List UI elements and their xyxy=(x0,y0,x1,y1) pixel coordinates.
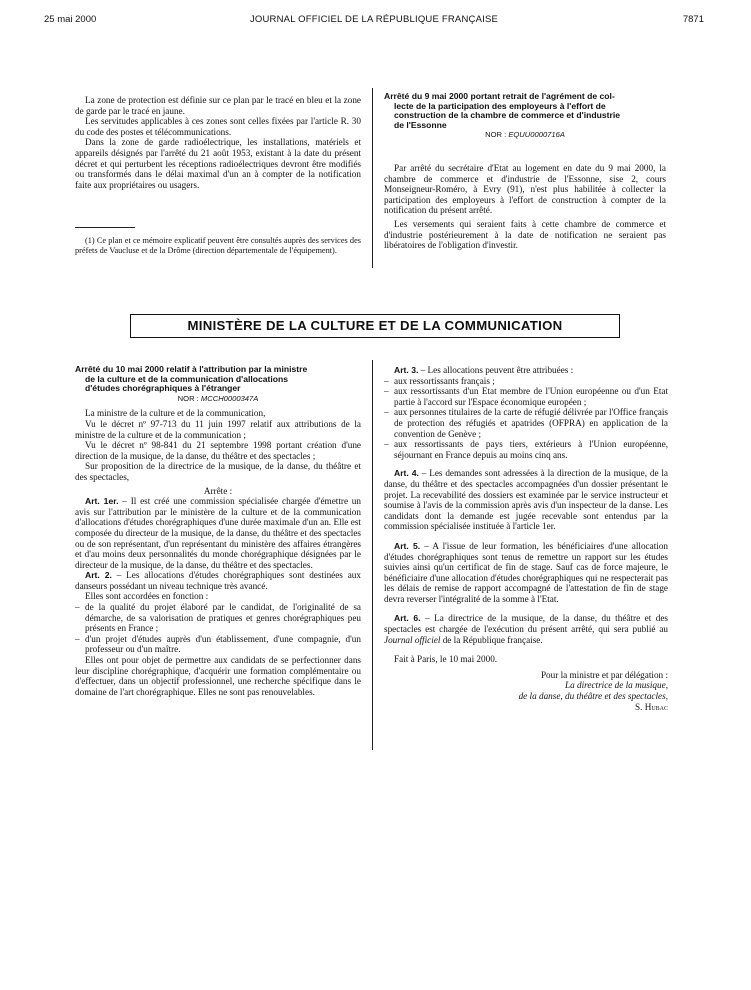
paragraph: Les servitudes applicables à ces zones sont celles fixées par l'article R. 30 du code des postes et télécommunications. xyxy=(75,116,361,137)
footnote-rule xyxy=(75,227,135,228)
ministry-heading-box xyxy=(130,314,620,338)
column-divider-top xyxy=(372,88,373,268)
eligibility-list xyxy=(384,376,668,461)
signature-line: de la danse, du théâtre et des spectacles, xyxy=(518,691,668,702)
page-number: 7871 xyxy=(682,14,704,25)
top-right-column xyxy=(384,92,666,251)
journal-title: JOURNAL OFFICIEL DE LA RÉPUBLIQUE FRANÇAISE xyxy=(249,14,499,25)
signature-date: Fait à Paris, le 10 mai 2000. xyxy=(394,654,498,665)
list-item: – aux personnes titulaires de la carte de réfugié délivrée par l'Office français de protection des réfugiés et apatrides (OFPRA) en application de la convention de Genève ; xyxy=(384,407,668,439)
list-item: – aux ressortissants de pays tiers, extérieurs à l'Union européenne, séjournant en France depuis au moins cinq ans. xyxy=(384,439,668,460)
footnote xyxy=(75,236,361,255)
paragraph: Vu le décret nº 98-841 du 21 septembre 1998 portant création d'une direction de la musique, de la danse, du théâtre et des spectacles ; xyxy=(75,440,361,461)
paragraph: Par arrêté du secrétaire d'Etat au logement en date du 9 mai 2000, la chambre de commerce et d'industrie de l'Essonne, sise 2, cours Monseigneur-Roméro, à Evry (91), n'est plus habilitée à collecter la participation des employeurs à l'effort de construction à compter de la notification du présent arrêté. xyxy=(384,162,666,216)
decree-title: Arrêté du 10 mai 2000 relatif à l'attribution par la ministre de la culture et de la communication d'allocations d'études chorégraphiques à l'étranger xyxy=(75,364,308,394)
bottom-right-column xyxy=(384,365,668,712)
paragraph: Vu le décret nº 97-713 du 11 juin 1997 relatif aux attributions de la ministre de la culture et de la communication ; xyxy=(75,418,361,440)
paragraph: Elles sont accordées en fonction : xyxy=(85,591,209,602)
signature-line: Pour la ministre et par délégation : xyxy=(540,669,668,680)
paragraph: La ministre de la culture et de la communication, xyxy=(85,408,266,419)
list-item: – aux ressortissants français ; xyxy=(384,375,495,386)
article-5: Art. 5. – A l'issue de leur formation, les bénéficiaires d'une allocation d'études chorégraphiques sont tenus de remettre un rapport sur les études suivies ainsi qu'un certificat de fin de stage. Sauf cas de force majeure, le bénéficiaire d'une allocation d'études chorégraphiques qui ne respecterait pas les délais de remise de rapport accompagné de l'attestation de fin de stage devra reverser l'intégralité de la somme à l'Etat. xyxy=(384,540,669,604)
list-item: – de la qualité du projet élaboré par le candidat, de l'originalité de sa démarche, de sa valorisation de pratiques et genres chorégraphiques peu présents en France ; xyxy=(75,602,361,634)
decree-title: Arrêté du 9 mai 2000 portant retrait de l'agrément de col- lecte de la participation des employeurs à l'effort de construction de la chambre de commerce et d'industrie de l'Essonne xyxy=(384,91,621,130)
footnote-text: (1) Ce plan et ce mémoire explicatif peuvent être consultés auprès des services des préfets de Vaucluse et de la Drôme (direction départementale de l'équipement). xyxy=(75,236,361,255)
arrete-heading: Arrête : xyxy=(203,485,233,496)
page-header xyxy=(44,14,704,30)
article-4: Art. 4. – Les demandes sont adressées à la direction de la musique, de la danse, du théâtre et des spectacles accompagnées d'un dossier présentant le projet. La recevabilité des dossiers est examinée par le service instructeur et soumise à l'avis de la commission après avis d'un inspecteur de la danse. Les candidats dont la demande est jugée recevable sont entendus par la commission spécialisée instituée à l'article 1er. xyxy=(384,468,669,532)
header-date: 25 mai 2000 xyxy=(44,14,97,25)
paragraph: Les versements qui seraient faits à cette chambre de commerce et d'industrie postérieurement à la date de notification ne seraient pas libératoires de l'obligation d'investir. xyxy=(384,218,666,251)
bottom-left-column xyxy=(75,365,361,697)
criteria-list xyxy=(75,602,361,655)
paragraph: Elles ont pour objet de permettre aux candidats de se perfectionner dans leur discipline chorégraphique, d'acquérir une formation complémentaire ou d'effectuer, dans un objectif professionnel, une recherche spécifique dans le domaine de l'art chorégraphique. Elles ne sont pas renouvelables. xyxy=(75,655,361,697)
article-1: Art. 1er. – Il est créé une commission spécialisée chargée d'émettre un avis sur l'attribution par le ministère de la culture et de la communication d'allocations d'études chorégraphiques d'une durée maximale d'un an. Elle est composée du directeur de la musique, de la danse, du théâtre et des spectacles ou de son représentant, d'un représentant du ministère des affaires étrangères et d'au moins deux personnalités du monde chorégraphique désignées par le directeur de la musique, de la danse, du théâtre et des spectacles. xyxy=(75,496,361,570)
signature-line: La directrice de la musique, xyxy=(564,680,668,691)
list-item: – d'un projet d'études auprès d'un établissement, d'une compagnie, d'un professeur ou d'un maître. xyxy=(75,633,361,655)
signature-block xyxy=(384,670,668,712)
paragraph: Sur proposition de la directrice de la musique, de la danse, du théâtre et des spectacles, xyxy=(75,461,361,482)
paragraph: La zone de protection est définie sur ce plan par le tracé en bleu et la zone de garde par le tracé en jaune. xyxy=(75,95,361,116)
paragraph: Dans la zone de garde radioélectrique, les installations, matériels et appareils désignés par l'arrêté du 21 août 1953, existant à la date du présent décret et qui perturbent les réceptions radioélectriques devront être modifiés ou transformés dans le délai maximal d'un an à compter de la notification faite aux propriétaires ou usagers. xyxy=(75,137,361,190)
article-3: Art. 3. – Les allocations peuvent être attribuées : xyxy=(394,365,574,375)
article-2: Art. 2. – Les allocations d'études chorégraphiques sont destinées aux danseurs possédant un niveau technique très avancé. xyxy=(75,570,361,591)
top-left-column xyxy=(75,95,361,190)
ministry-heading: MINISTÈRE DE LA CULTURE ET DE LA COMMUNICATION xyxy=(187,318,563,333)
list-item: – aux ressortissants d'un Etat membre de l'Union européenne ou d'un Etat partie à l'accord sur l'Espace économique européen ; xyxy=(384,386,668,407)
nor-reference: NOR : MCCH0000347A xyxy=(177,393,259,403)
column-divider-bottom xyxy=(372,360,373,750)
article-6: Art. 6. – La directrice de la musique, de la danse, du théâtre et des spectacles est chargée de l'exécution du présent arrêté, qui sera publié au Journal officiel de la République française. xyxy=(384,613,669,645)
signatory-name: S. Hubac xyxy=(634,701,668,712)
nor-reference: NOR : EQUU0000716A xyxy=(485,130,565,140)
